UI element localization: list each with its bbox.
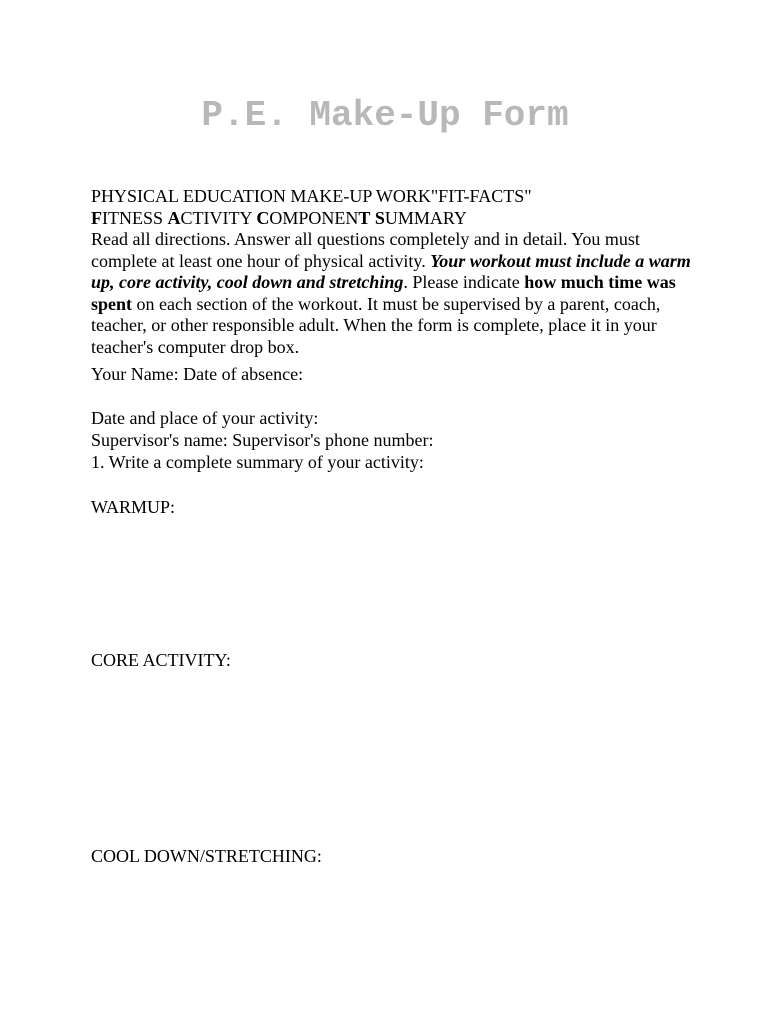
header-letter: T [358,207,371,228]
directions-text: . Please indicate [403,272,525,292]
core-activity-section-label: CORE ACTIVITY: [91,650,231,670]
header-letter: A [167,207,181,228]
header-word: OMPONEN [269,207,359,228]
header-word: ITNESS [102,207,168,228]
page-title: P.E. Make-Up Form [201,95,569,136]
header-line-1: PHYSICAL EDUCATION MAKE-UP WORK"FIT-FACTS" [91,186,532,206]
header-letter: C [256,207,270,228]
warmup-section-label: WARMUP: [91,497,176,517]
header-line-2 [91,208,691,230]
instructions-block [91,186,691,358]
header-word: CTIVITY [180,207,257,228]
header-letter: S [374,207,385,228]
name-date-field: Your Name: Date of absence: [91,364,304,384]
directions-text: on each section of the workout. It must be supervised by a parent, coach, teacher, or other responsible adult. When the form is complete, place it in your teacher's computer drop box. [91,293,661,357]
directions-bold: how much time was spent [91,272,676,314]
supervisor-field: Supervisor's name: Supervisor's phone number: [91,430,434,450]
summary-prompt: 1. Write a complete summary of your activity: [91,452,424,472]
directions-text: Read all directions. Answer all questions completely and in detail. You must complete at least one hour of physical activity. [91,229,640,271]
directions-paragraph [91,229,691,358]
date-place-field: Date and place of your activity: [91,408,319,428]
header-letter: F [91,207,102,228]
header-word: UMMARY [384,207,467,228]
directions-emphasis: Your workout must include a warm up, core activity, cool down and stretching [91,250,691,292]
cool-down-section-label: COOL DOWN/STRETCHING: [91,846,322,866]
